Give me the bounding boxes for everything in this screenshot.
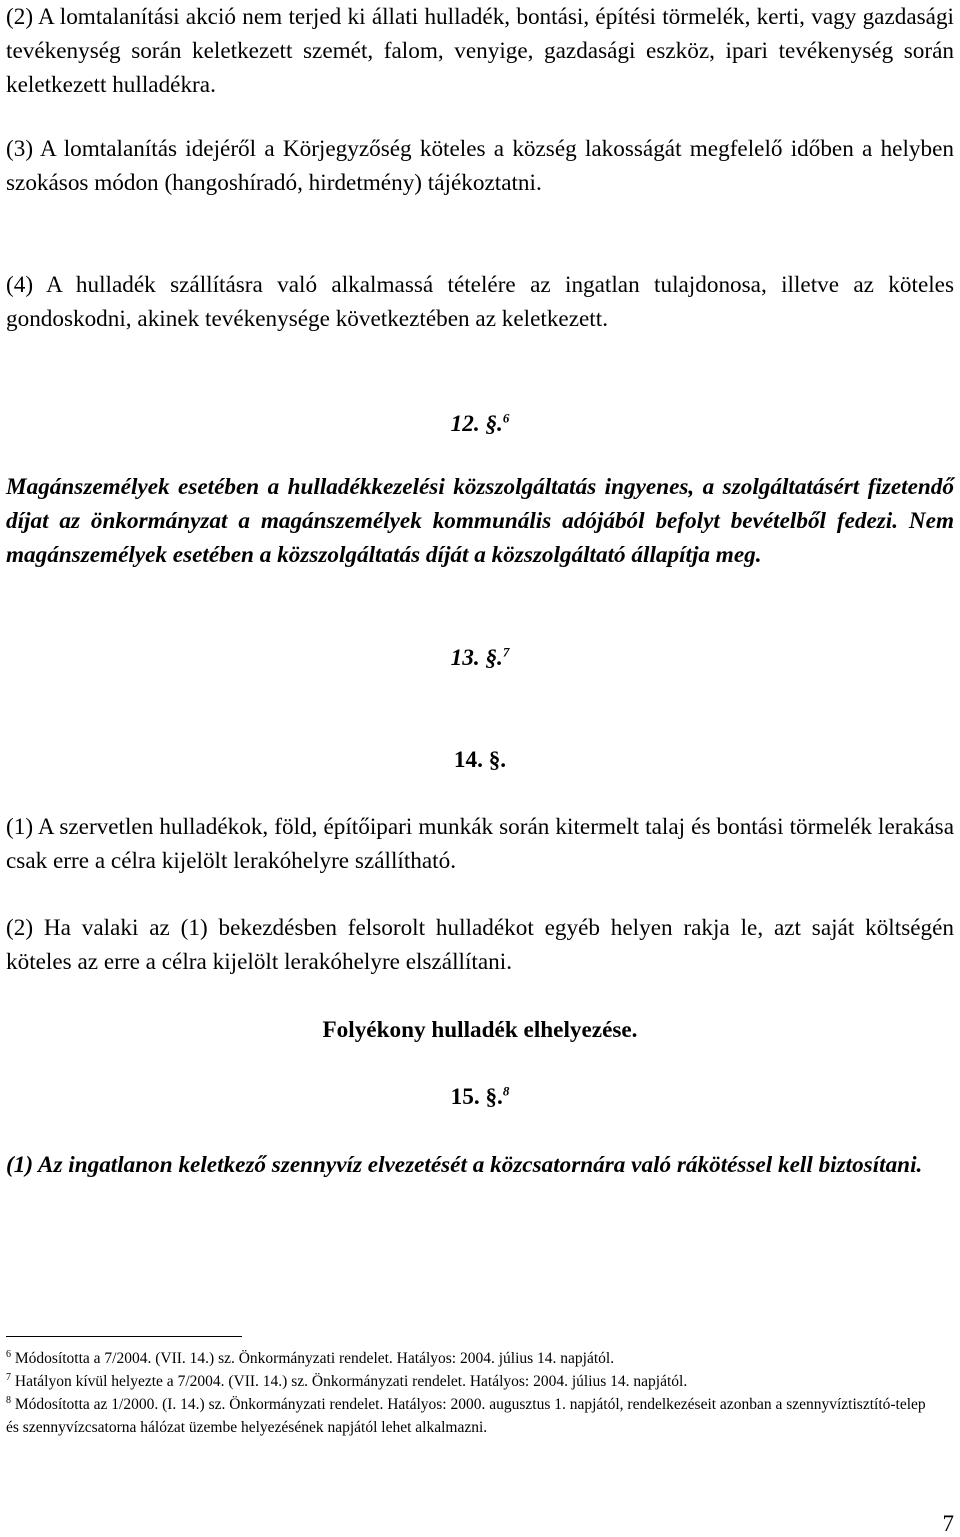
section-12-label: 12. §. — [450, 411, 503, 437]
section-14-heading: 14. §. — [453, 747, 507, 773]
section-15-heading — [6, 1080, 954, 1114]
footnote-ref-8[interactable]: 8 — [502, 1083, 510, 1099]
section-14-paragraph-1: (1) A szervetlen hulladékok, föld, építőipari munkák során kitermelt talaj és bontási törmelék lerakása csak erre a célra kijelölt lerakóhelyre szállítható. — [6, 814, 954, 874]
footnote-7-number: 7 — [6, 1371, 11, 1383]
section-12-heading — [6, 407, 954, 441]
section-13-label: 13. §. — [450, 645, 503, 671]
subtitle-liquid-waste: Folyékony hulladék elhelyezése. — [322, 1017, 638, 1043]
section-14-paragraph-2: (2) Ha valaki az (1) bekezdésben felsorolt hulladékot egyéb helyen rakja le, azt saját költségén köteles az erre a célra kijelölt lerakóhelyre elszállítani. — [6, 915, 954, 975]
footnote-ref-7[interactable]: 7 — [502, 644, 510, 660]
paragraph-2: (2) A lomtalanítási akció nem terjed ki állati hulladék, bontási, építési törmelék, kerti, vagy gazdasági tevékenység során keletkezett szemét, falom, venyige, gazdasági eszköz, ipari tevékenység során keletkezett hulladékra. — [6, 4, 954, 98]
page-number: 7 — [942, 1511, 954, 1536]
section-13-heading — [6, 641, 954, 675]
footnote-7 — [6, 1371, 936, 1394]
paragraph-3: (3) A lomtalanítás idejéről a Körjegyzőség köteles a község lakosságát megfelelő időben a helyben szokásos módon (hangoshíradó, hirdetmény) tájékoztatni. — [6, 136, 954, 196]
footnote-separator — [6, 1336, 242, 1337]
section-15-paragraph-1: (1) Az ingatlanon keletkező szennyvíz elvezetését a közcsatornára való rákötéssel kell biztosítani. — [6, 1152, 923, 1178]
section-12-text: Magánszemélyek esetében a hulladékkezelési közszolgáltatás ingyenes, a szolgáltatásért fizetendő díjat az önkormányzat a magánszemélyek kommunális adójából befolyt bevételből fedezi. Nem magánszemélyek esetében a közszolgáltatás díját a közszolgáltató állapítja meg. — [6, 474, 954, 568]
paragraph-4: (4) A hulladék szállításra való alkalmassá tételére az ingatlan tulajdonosa, illetve az köteles gondoskodni, akinek tevékenysége következtében az keletkezett. — [6, 272, 954, 332]
section-15-label: 15. §. — [450, 1084, 503, 1110]
footnote-6-number: 6 — [6, 1348, 11, 1360]
footnote-8-number: 8 — [6, 1394, 11, 1406]
footnote-6-text: Módosította a 7/2004. (VII. 14.) sz. Önkormányzati rendelet. Hatályos: 2004. július 14. napjától. — [14, 1350, 615, 1367]
footnote-7-text: Hatályon kívül helyezte a 7/2004. (VII. 14.) sz. Önkormányzati rendelet. Hatályos: 2004. július 14. napjától. — [14, 1373, 688, 1390]
footnote-6 — [6, 1348, 936, 1371]
footnote-8 — [6, 1394, 936, 1439]
footnote-ref-6[interactable]: 6 — [502, 410, 510, 426]
footnote-8-text: Módosította az 1/2000. (I. 14.) sz. Önkormányzati rendelet. Hatályos: 2000. augusztus 1. napjától, rendelkezéseit azonban a szennyvíztisztító-telep és szennyvízcsatorna hálózat üzembe helyezésének napjától lehet alkalmazni. — [6, 1396, 926, 1436]
